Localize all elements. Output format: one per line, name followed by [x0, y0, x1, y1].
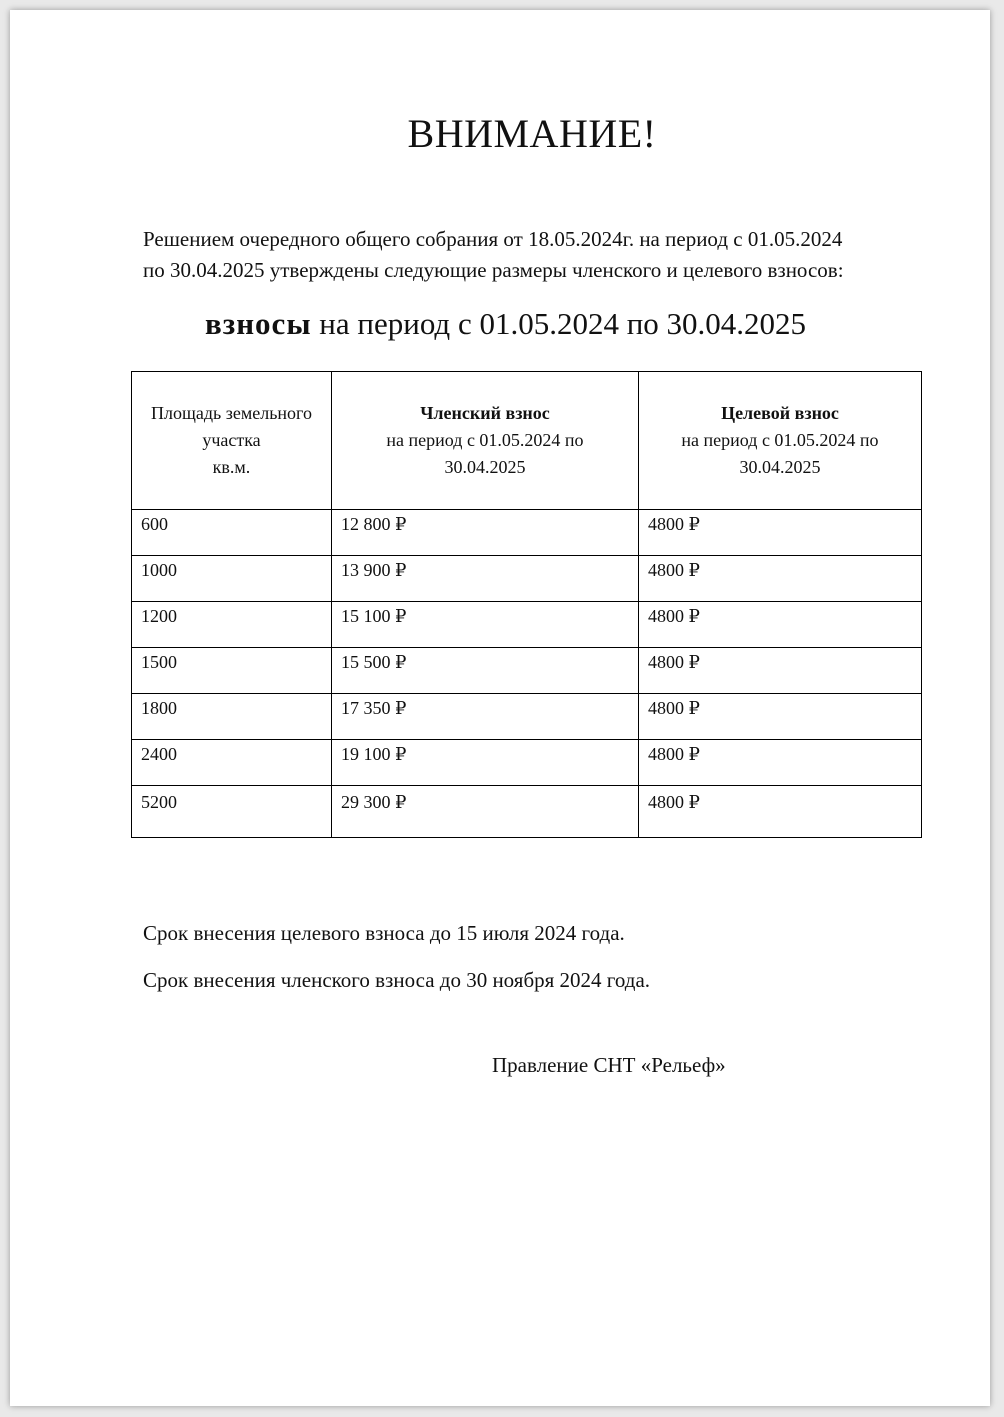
cell-member-fee: 15 500 ₽: [332, 648, 639, 694]
header-area: [132, 372, 332, 510]
cell-area: 1200: [132, 602, 332, 648]
cell-target-fee: 4800 ₽: [639, 694, 922, 740]
header-target-fee: [639, 372, 922, 510]
cell-target-fee: 4800 ₽: [639, 648, 922, 694]
cell-target-fee: 4800 ₽: [639, 786, 922, 838]
signature: Правление СНТ «Рельеф»: [492, 1053, 726, 1077]
header-target-title: Целевой взнос: [721, 403, 839, 423]
header-target-line: на период с 01.05.2024 по: [681, 430, 879, 450]
table-row: [132, 602, 922, 648]
cell-area: 1800: [132, 694, 332, 740]
cell-area: 1500: [132, 648, 332, 694]
subtitle-bold: взносы: [205, 306, 312, 341]
table-row: [132, 786, 922, 838]
cell-member-fee: 19 100 ₽: [332, 740, 639, 786]
cell-member-fee: 12 800 ₽: [332, 510, 639, 556]
cell-member-fee: 15 100 ₽: [332, 602, 639, 648]
cell-area: 600: [132, 510, 332, 556]
cell-area: 2400: [132, 740, 332, 786]
header-target-line: 30.04.2025: [739, 457, 821, 477]
cell-target-fee: 4800 ₽: [639, 740, 922, 786]
cell-area: 5200: [132, 786, 332, 838]
cell-member-fee: 13 900 ₽: [332, 556, 639, 602]
deadlines-block: [143, 910, 650, 1004]
fees-table: [131, 371, 922, 838]
header-member-line: на период с 01.05.2024 по: [386, 430, 584, 450]
document-page: [10, 10, 990, 1406]
subtitle: [205, 306, 806, 342]
page-title: ВНИМАНИЕ!: [407, 111, 657, 156]
cell-target-fee: 4800 ₽: [639, 510, 922, 556]
table-row: [132, 556, 922, 602]
cell-target-fee: 4800 ₽: [639, 602, 922, 648]
header-member-fee: [332, 372, 639, 510]
cell-member-fee: 29 300 ₽: [332, 786, 639, 838]
header-member-line: 30.04.2025: [444, 457, 526, 477]
deadline-target-fee: Срок внесения целевого взноса до 15 июля 2024 года.: [143, 921, 625, 945]
intro-line: по 30.04.2025 утверждены следующие размеры членского и целевого взносов:: [143, 258, 844, 282]
table-header-row: [132, 372, 922, 510]
subtitle-period: на период с 01.05.2024 по 30.04.2025: [311, 306, 807, 341]
header-member-title: Членский взнос: [420, 403, 550, 423]
cell-target-fee: 4800 ₽: [639, 556, 922, 602]
cell-member-fee: 17 350 ₽: [332, 694, 639, 740]
table-row: [132, 694, 922, 740]
table-row: [132, 740, 922, 786]
header-area-line: участка: [202, 430, 261, 450]
cell-area: 1000: [132, 556, 332, 602]
header-area-line: Площадь земельного: [151, 403, 312, 423]
deadline-member-fee: Срок внесения членского взноса до 30 ноября 2024 года.: [143, 968, 651, 992]
intro-line: Решением очередного общего собрания от 18.05.2024г. на период с 01.05.2024: [143, 227, 843, 251]
header-area-line: кв.м.: [212, 457, 251, 477]
intro-paragraph: [143, 224, 943, 286]
table-row: [132, 510, 922, 556]
table-row: [132, 648, 922, 694]
